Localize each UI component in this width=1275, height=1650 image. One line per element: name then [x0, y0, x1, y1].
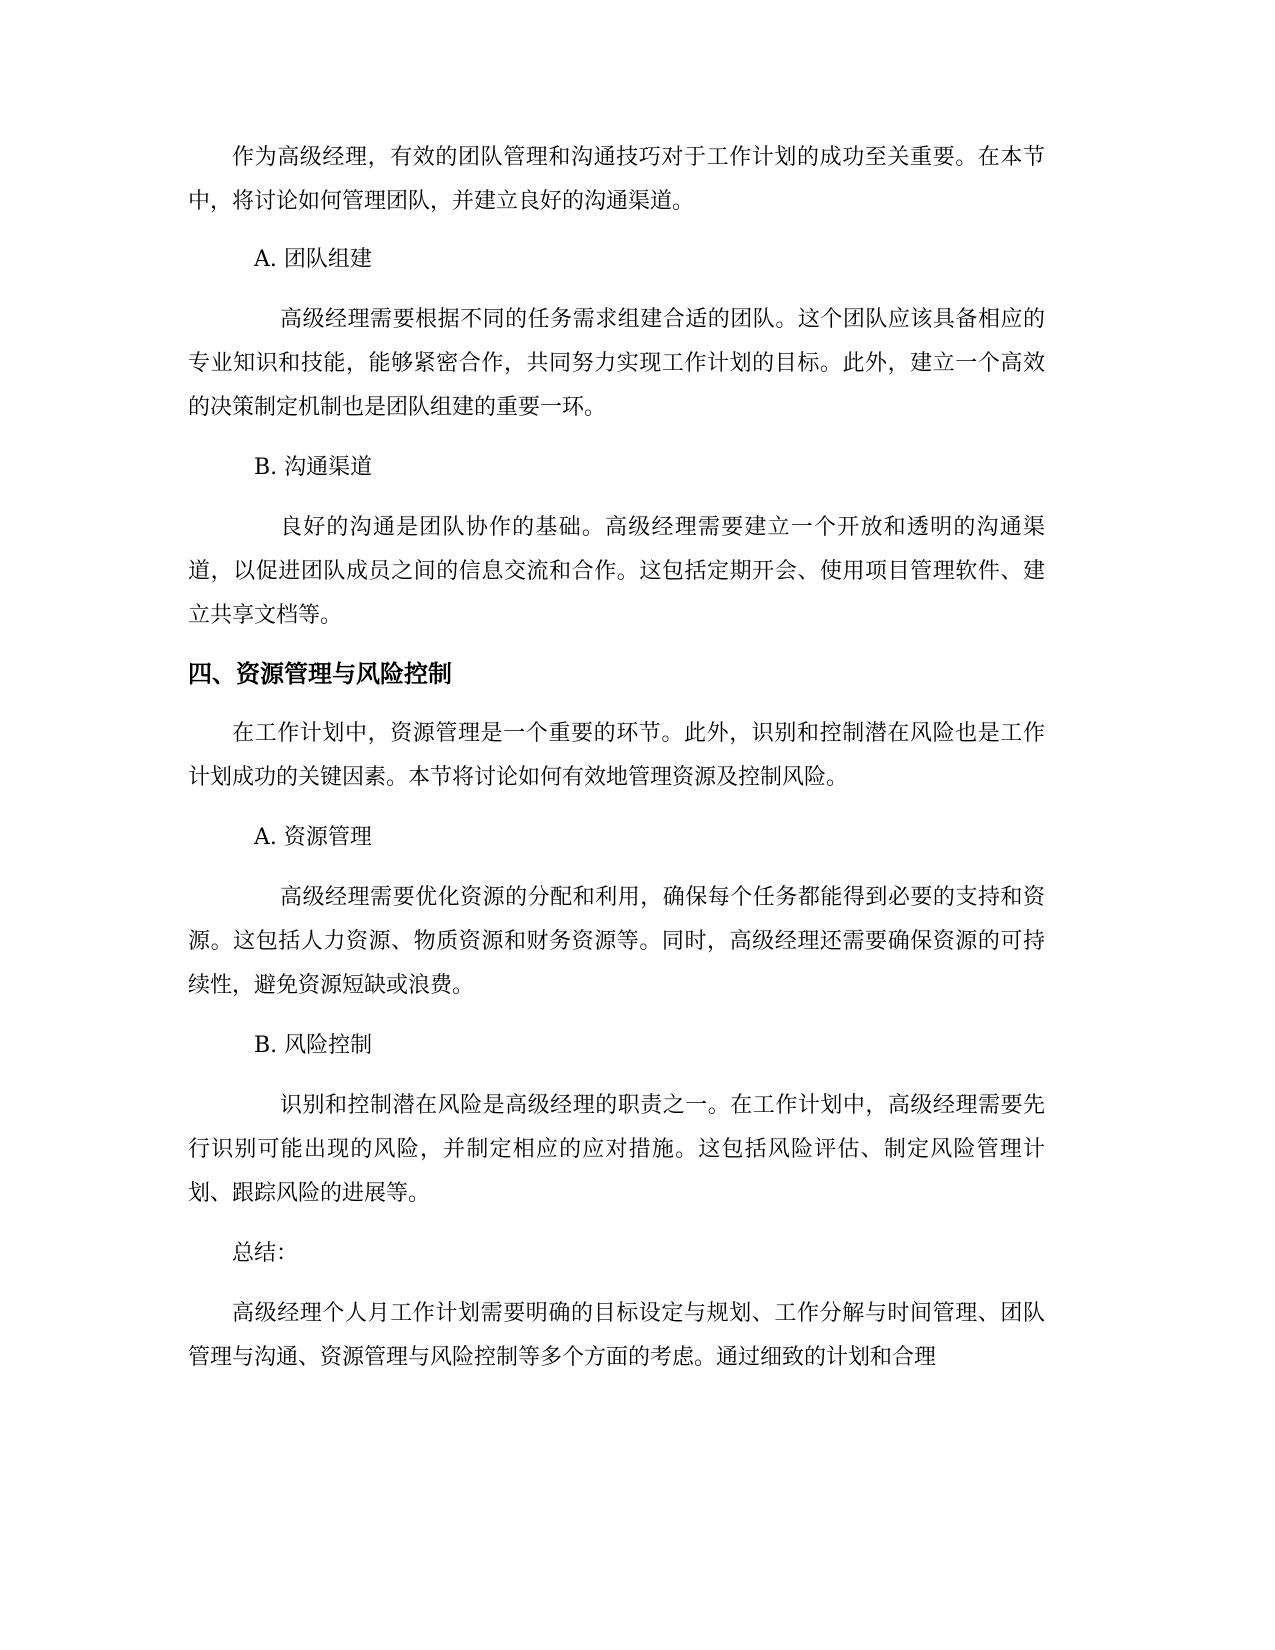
subheading-risk-control: B. 风险控制 [254, 1033, 373, 1058]
summary-paragraph: 高级经理个人月工作计划需要明确的目标设定与规划、工作分解与时间管理、团队管理与沟通、资源管理与风险控制等多个方面的考虑。通过细致的计划和合理 [188, 1301, 1045, 1370]
team-building-paragraph: 高级经理需要根据不同的任务需求组建合适的团队。这个团队应该具备相应的专业知识和技能，能够紧密合作，共同努力实现工作计划的目标。此外，建立一个高效的决策制定机制也是团队组建的重要一环。 [188, 307, 1045, 420]
section-4-intro-paragraph: 在工作计划中，资源管理是一个重要的环节。此外，识别和控制潜在风险也是工作计划成功的关键因素。本节将讨论如何有效地管理资源及控制风险。 [188, 721, 1045, 790]
subheading-resource-management: A. 资源管理 [254, 825, 372, 850]
summary-label: 总结： [232, 1241, 299, 1266]
risk-control-paragraph: 识别和控制潜在风险是高级经理的职责之一。在工作计划中，高级经理需要先行识别可能出现的风险，并制定相应的应对措施。这包括风险评估、制定风险管理计划、跟踪风险的进展等。 [188, 1093, 1045, 1206]
subheading-communication: B. 沟通渠道 [254, 455, 373, 480]
section-4-heading: 四、资源管理与风险控制 [188, 660, 452, 688]
resource-management-paragraph: 高级经理需要优化资源的分配和利用，确保每个任务都能得到必要的支持和资源。这包括人力资源、物质资源和财务资源等。同时，高级经理还需要确保资源的可持续性，避免资源短缺或浪费。 [188, 885, 1045, 998]
communication-paragraph: 良好的沟通是团队协作的基础。高级经理需要建立一个开放和透明的沟通渠道，以促进团队成员之间的信息交流和合作。这包括定期开会、使用项目管理软件、建立共享文档等。 [188, 515, 1045, 628]
subheading-team-building: A. 团队组建 [254, 247, 372, 272]
intro-paragraph: 作为高级经理，有效的团队管理和沟通技巧对于工作计划的成功至关重要。在本节中，将讨论如何管理团队，并建立良好的沟通渠道。 [188, 145, 1045, 214]
